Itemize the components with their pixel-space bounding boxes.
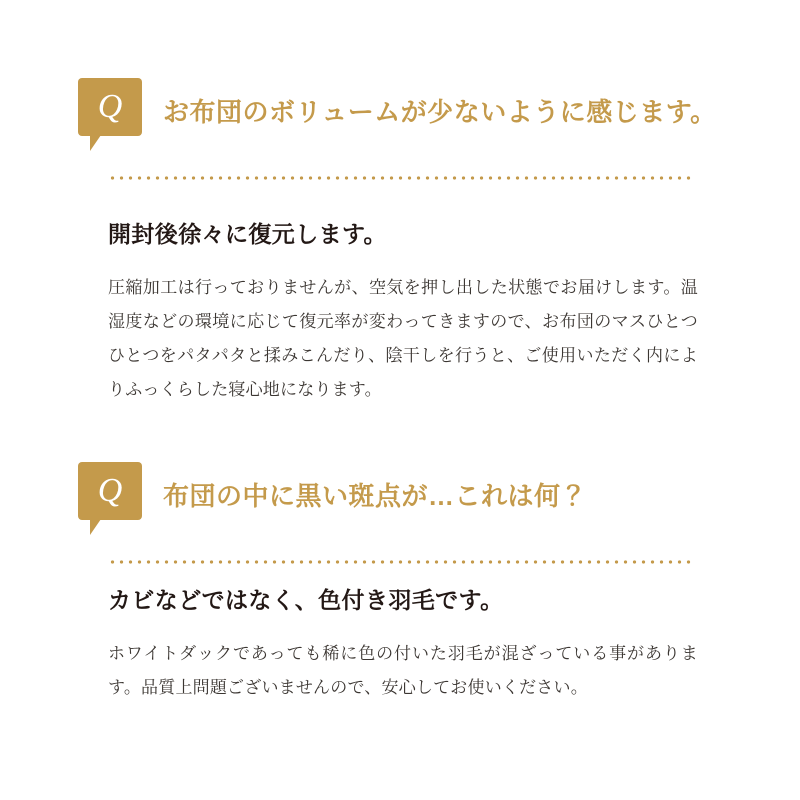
question-badge-2 <box>78 462 142 520</box>
question-badge-1 <box>78 78 142 136</box>
question-row-1 <box>0 78 800 156</box>
question-text-2: 布団の中に黒い斑点が…これは何？ <box>163 481 588 511</box>
answer-body-1: 圧縮加工は行っておりませんが、空気を押し出した状態でお届けします。温湿度などの環境に応じて復元率が変わってきますので、お布団のマスひとつひとつをパタパタと揉みこんだり、陰干しを行うと、ご使用いただく内によりふっくらした寝心地になります。 <box>108 278 698 399</box>
question-row-2 <box>0 462 800 540</box>
question-text-1: お布団のボリュームが少ないように感じます。 <box>163 97 717 127</box>
faq-item-2 <box>0 462 800 697</box>
question-badge-letter: Q <box>97 472 123 509</box>
answer-body-2: ホワイトダックであっても稀に色の付いた羽毛が混ざっている事があります。品質上問題ございませんので、安心してお使いください。 <box>108 644 698 697</box>
answer-heading-2: カビなどではなく、色付き羽毛です。 <box>108 587 504 613</box>
answer-heading-1: 開封後徐々に復元します。 <box>108 221 387 247</box>
question-badge-letter: Q <box>97 88 123 125</box>
faq-item-1 <box>0 78 800 399</box>
dotted-divider-2 <box>108 560 692 564</box>
dotted-divider-1 <box>108 176 692 180</box>
